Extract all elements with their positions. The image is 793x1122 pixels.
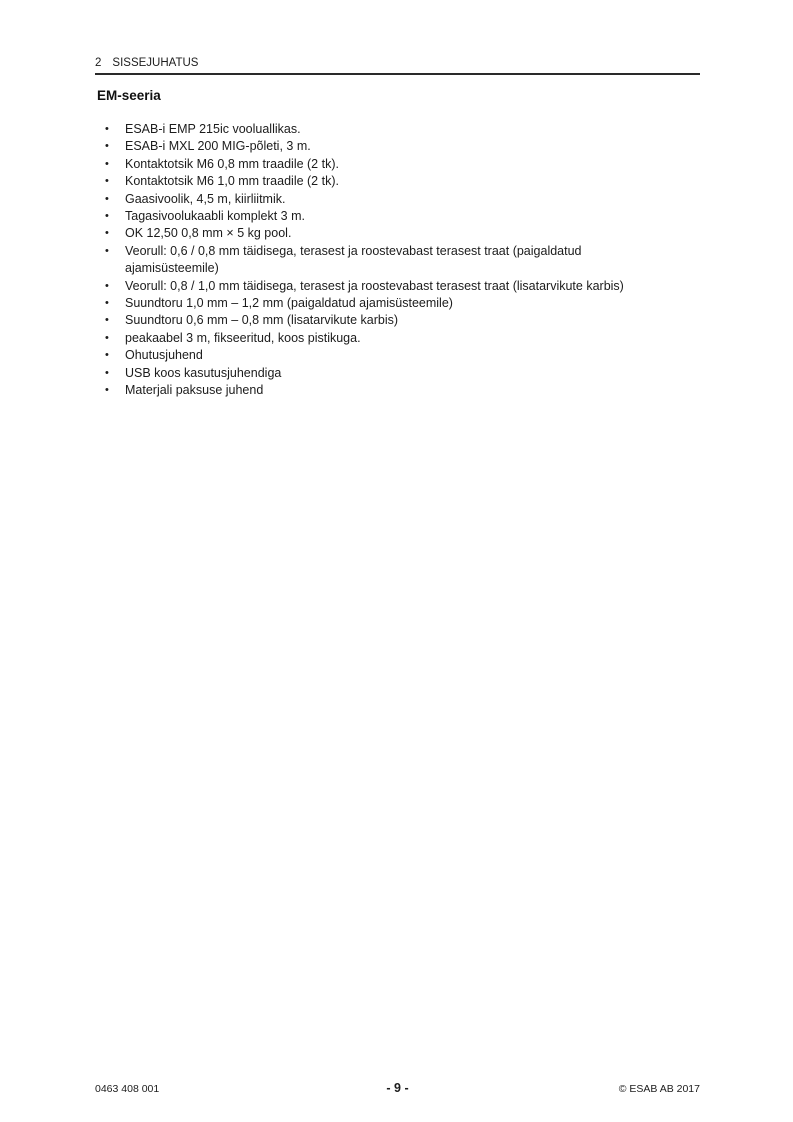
- bullet-marker: •: [105, 331, 109, 344]
- list-item: [105, 191, 685, 208]
- bullet-marker: •: [105, 244, 109, 257]
- bullet-marker: •: [105, 227, 109, 240]
- list-item-text: peakaabel 3 m, fikseeritud, koos pistikuga.: [125, 330, 361, 345]
- bullet-marker: •: [105, 366, 109, 379]
- list-item: [105, 365, 685, 382]
- bullet-marker: •: [105, 349, 109, 362]
- document-number: 0463 408 001: [95, 1083, 160, 1095]
- bullet-marker: •: [105, 157, 109, 170]
- list-item-text: Tagasivoolukaabli komplekt 3 m.: [125, 209, 305, 224]
- list-item: [105, 312, 685, 329]
- list-item-text: Kontaktotsik M6 1,0 mm traadile (2 tk).: [125, 174, 339, 189]
- list-item-text: Veorull: 0,6 / 0,8 mm täidisega, terasest ja roostevabast terasest traat (paigaldatud ajamisüsteemile): [125, 243, 582, 276]
- list-item-text: USB koos kasutusjuhendiga: [125, 365, 282, 380]
- bullet-marker: •: [105, 210, 109, 223]
- list-item: [105, 121, 685, 138]
- bullet-marker: •: [105, 297, 109, 310]
- bullet-marker: •: [105, 123, 109, 135]
- list-item-text: Gaasivoolik, 4,5 m, kiirliitmik.: [125, 191, 286, 206]
- list-item-text: Suundtoru 0,6 mm – 0,8 mm (lisatarvikute karbis): [125, 313, 399, 328]
- list-item: [105, 278, 685, 295]
- bullet-marker: •: [105, 192, 109, 205]
- page-footer: [95, 1080, 700, 1100]
- list-item-text: Materjali paksuse juhend: [125, 383, 264, 398]
- bullet-marker: •: [105, 279, 109, 292]
- list-item-text: Suundtoru 1,0 mm – 1,2 mm (paigaldatud ajamisüsteemile): [125, 296, 453, 311]
- page-header: [95, 57, 700, 75]
- list-item-text: ESAB-i MXL 200 MIG-põleti, 3 m.: [125, 139, 311, 154]
- list-item: [105, 208, 685, 225]
- page-number: - 9 -: [386, 1081, 409, 1095]
- bullet-list: [105, 121, 685, 400]
- list-item: [105, 382, 685, 399]
- list-item: [105, 243, 685, 278]
- list-item-text: Kontaktotsik M6 0,8 mm traadile (2 tk).: [125, 156, 339, 171]
- bullet-marker: •: [105, 175, 109, 188]
- list-item: [105, 347, 685, 364]
- bullet-marker: •: [105, 140, 109, 153]
- section-title: EM-seeria: [97, 88, 161, 103]
- bullet-marker: •: [105, 384, 109, 397]
- list-item: [105, 173, 685, 190]
- list-item-text: ESAB-i EMP 215ic vooluallikas.: [125, 122, 301, 136]
- copyright-notice: © ESAB AB 2017: [618, 1083, 700, 1095]
- list-item: [105, 156, 685, 173]
- list-item-text: Veorull: 0,8 / 1,0 mm täidisega, terasest ja roostevabast terasest traat (lisatarvikute karbis): [125, 278, 624, 293]
- list-item-text: Ohutusjuhend: [125, 348, 203, 363]
- list-item: [105, 295, 685, 312]
- chapter-title: SISSEJUHATUS: [112, 57, 199, 69]
- list-item: [105, 138, 685, 155]
- list-item-text: OK 12,50 0,8 mm × 5 kg pool.: [125, 226, 292, 241]
- list-item: [105, 330, 685, 347]
- bullet-marker: •: [105, 314, 109, 327]
- chapter-number: 2: [95, 57, 102, 69]
- list-item: [105, 225, 685, 242]
